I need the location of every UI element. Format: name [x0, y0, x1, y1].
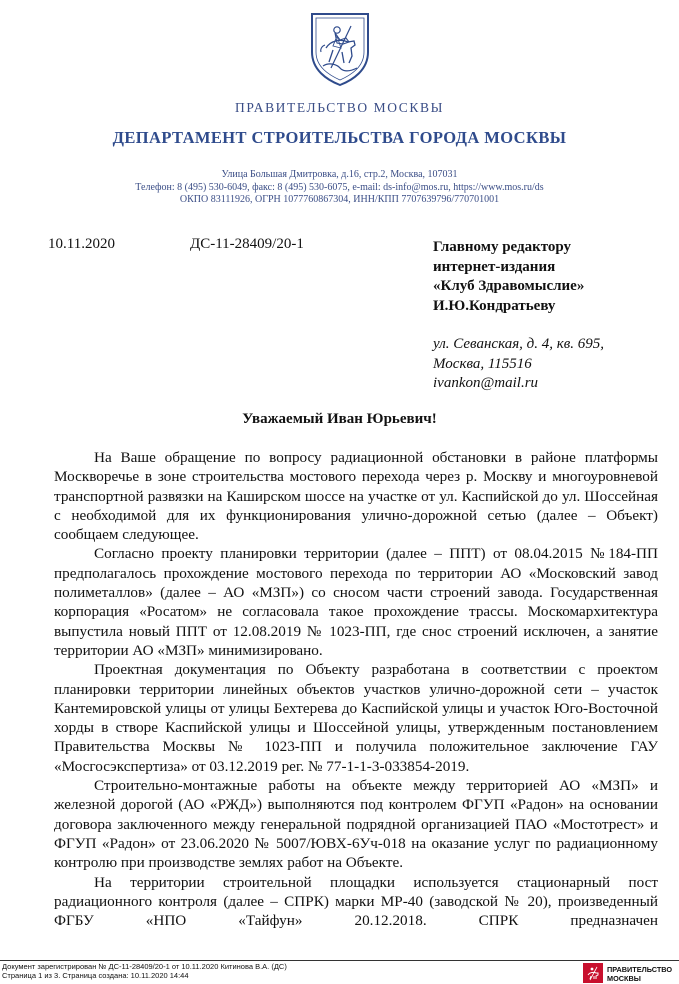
- moscow-coat-of-arms-icon: [583, 963, 603, 983]
- page-info-line: Страница 1 из 3. Страница создана: 10.11.2020 14:44: [2, 971, 189, 980]
- contacts-line: Телефон: 8 (495) 530-6049, факс: 8 (495) 530-6075, e-mail: ds-info@mos.ru, https://www.mos.ru/ds: [135, 181, 544, 193]
- letter-body: [54, 448, 658, 930]
- registration-info: [2, 962, 287, 980]
- paragraph: Проектная документация по Объекту разработана в соответствии с проектом планировки территории линейных объектов участков улично-дорожной сети – участок Кантемировской улицы от улицы Бехтерева до Каспийской улицы и участок Юго-Восточной хорды в створе Каспийской улицы и Шоссейной улицы, утвержденным постановлением Правительства Москвы № 1023-ПП и получила положительное заключение ГАУ «Мосгосэкспертиза» от 03.12.2019 рег. № 77-1-1-3-033854-2019.: [54, 661, 658, 775]
- paragraph: На территории строительной площадки используется стационарный пост радиационного контроля (далее – СПРК) марки МР-40 (заводской № 20), произведенный ФГБУ «НПО «Тайфун» 20.12.2018. СПРК предназначен: [54, 873, 658, 930]
- document-number: ДС-11-28409/20-1: [190, 236, 304, 252]
- registration-footer: [0, 960, 679, 984]
- footer-organization: [607, 966, 672, 983]
- paragraph: Строительно-монтажные работы на объекте между территорией АО «МЗП» и железной дорогой (АО «РЖД») выполняются под контролем ФГУП «Радон» на основании договора заключенного между генеральной подрядной организацией ПАО «Мостотрест» и ФГУП «Радон» от 23.06.2020 № 5007/ЮВХ-6Уч-018 на оказание услуг по радиационному контролю при производстве землях работ на Объекте.: [54, 777, 658, 872]
- footer-org-line: МОСКВЫ: [607, 973, 641, 983]
- paragraph: Согласно проекту планировки территории (далее – ППТ) от 08.04.2015 №184-ПП предполагалось прохождение мостового перехода по территории АО «Московский завод полиметаллов» (далее – АО «МЗП») со сносом части строений завода. Государственная корпорация «Росатом» не согласовала такое прохождение трассы. Москомархитектура выпустила новый ППТ от 12.08.2019 № 1023-ПП, где снос строений исключен, а занятие территории АО «МЗП» минимизировано.: [54, 545, 658, 659]
- footer-divider: [0, 960, 679, 961]
- recipient-email: ivankon@mail.ru: [433, 375, 539, 391]
- footer-org-line: ПРАВИТЕЛЬСТВО: [607, 965, 673, 974]
- recipient-address-line: ул. Севанская, д. 4, кв. 695,: [433, 336, 605, 352]
- recipient-line: интернет-издания: [433, 258, 556, 275]
- document-date: 10.11.2020: [48, 236, 115, 252]
- recipient-block: [433, 238, 584, 316]
- salutation: Уважаемый Иван Юрьевич!: [242, 411, 437, 427]
- department-title: ДЕПАРТАМЕНТ СТРОИТЕЛЬСТВА ГОРОДА МОСКВЫ: [112, 128, 567, 147]
- moscow-coat-of-arms-icon: [307, 8, 373, 88]
- registration-line: ОКПО 83111926, ОГРН 1077760867304, ИНН/КПП 7707639796/770701001: [179, 194, 500, 205]
- recipient-line: И.Ю.Кондратьеву: [433, 297, 556, 314]
- recipient-line: «Клуб Здравомыслие»: [433, 278, 585, 294]
- department-contacts: [0, 169, 679, 207]
- registration-line: Документ зарегистрирован № ДС-11-28409/20-1 от 10.11.2020 Китинова В.А. (ДС): [2, 962, 287, 971]
- government-title: ПРАВИТЕЛЬСТВО МОСКВЫ: [234, 100, 444, 115]
- paragraph: На Ваше обращение по вопросу радиационной обстановки в районе платформы Москворечье в зоне строительства мостового перехода через р. Москву и многоуровневой транспортной развязки на Каширском шоссе на участке от ул. Каспийской до ул. Шоссейная с необходимой для их функционирования улично-дорожной сетью (далее – Объект) сообщаем следующее.: [54, 449, 658, 544]
- recipient-line: Главному редактору: [433, 239, 572, 255]
- address-line: Улица Большая Дмитровка, д.16, стр.2, Москва, 107031: [221, 169, 458, 180]
- recipient-address-line: Москва, 115516: [433, 355, 532, 372]
- recipient-address: [433, 335, 604, 394]
